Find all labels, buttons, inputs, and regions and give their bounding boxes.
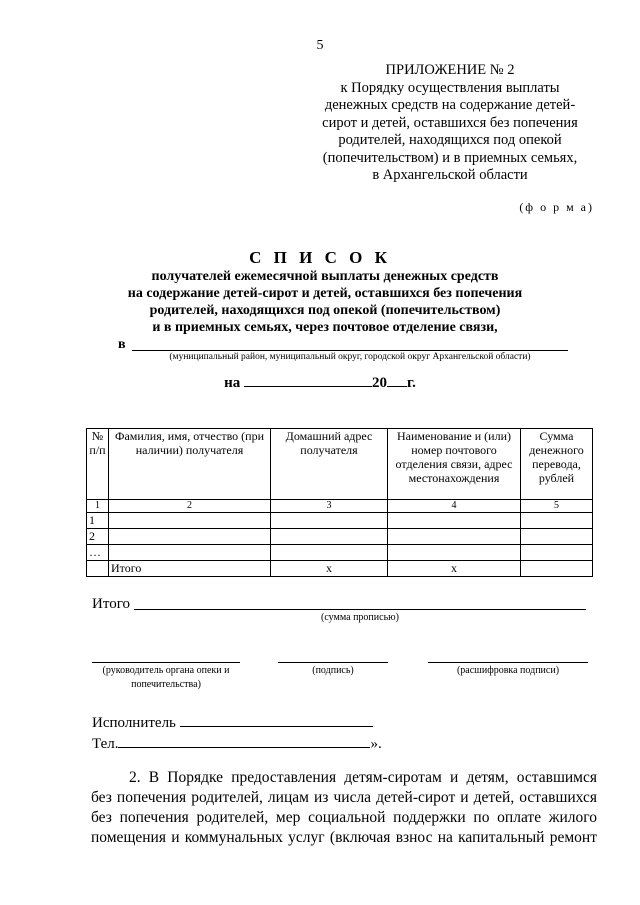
cell-post-office[interactable] bbox=[388, 545, 521, 561]
total-address-x: x bbox=[271, 561, 388, 577]
location-prefix: в bbox=[118, 337, 126, 352]
phone-label: Тел. bbox=[92, 736, 119, 752]
phone-suffix: ». bbox=[370, 736, 382, 752]
signature-caption: (подпись) bbox=[312, 665, 354, 676]
cell-address[interactable] bbox=[271, 513, 388, 529]
table-row bbox=[87, 545, 593, 561]
appendix-header bbox=[300, 62, 600, 185]
paragraph-line: помещения и коммунальных услуг (включая взнос на капитальный ремонт bbox=[91, 829, 597, 846]
column-number: 2 bbox=[109, 500, 271, 513]
page-number: 5 bbox=[316, 38, 324, 53]
total-post-office-x: x bbox=[388, 561, 521, 577]
column-number: 1 bbox=[87, 500, 109, 513]
executor-label: Исполнитель bbox=[92, 715, 176, 731]
cell-amount[interactable] bbox=[521, 529, 593, 545]
row-number: … bbox=[87, 545, 109, 561]
cell-name[interactable] bbox=[109, 529, 271, 545]
signature-blank[interactable] bbox=[278, 662, 388, 663]
column-number: 4 bbox=[388, 500, 521, 513]
table-row bbox=[87, 513, 593, 529]
total-amount[interactable] bbox=[521, 561, 593, 577]
header-number: № п/п bbox=[87, 429, 109, 500]
date-prefix: на bbox=[224, 375, 241, 391]
paragraph-line: 2. В Порядке предоставления детям-сиротам и детям, оставшимся bbox=[129, 769, 597, 786]
header-amount: Сумма денежного перевода, рублей bbox=[521, 429, 593, 500]
form-mark: (ф о р м а) bbox=[519, 200, 594, 214]
cell-address[interactable] bbox=[271, 545, 388, 561]
phone-blank[interactable] bbox=[118, 735, 370, 748]
cell-name[interactable] bbox=[109, 513, 271, 529]
paragraph-line: без попечения родителей, лицам из числа детей-сирот и детей, оставшихся bbox=[91, 789, 597, 806]
head-caption: (руководитель органа опеки и попечительства) bbox=[102, 665, 230, 690]
header-name: Фамилия, имя, отчество (при наличии) получателя bbox=[109, 429, 271, 500]
date-century: 20 bbox=[372, 375, 388, 391]
cell-post-office[interactable] bbox=[388, 529, 521, 545]
executor-blank[interactable] bbox=[180, 714, 373, 727]
total-sum-caption: (сумма прописью) bbox=[321, 612, 399, 623]
column-number: 3 bbox=[271, 500, 388, 513]
header-address: Домашний адрес получателя bbox=[271, 429, 388, 500]
cell-address[interactable] bbox=[271, 529, 388, 545]
body-paragraph bbox=[91, 768, 597, 848]
cell-name[interactable] bbox=[109, 545, 271, 561]
header-post-office: Наименование и (или) номер почтового отделения связи, адрес местонахождения bbox=[388, 429, 521, 500]
table-total-row bbox=[87, 561, 593, 577]
location-caption: (муниципальный район, муниципальный округ, городской округ Архангельской области) bbox=[169, 352, 531, 362]
date-suffix: г. bbox=[407, 375, 416, 391]
date-line bbox=[0, 374, 640, 392]
document-title: С П И С О К bbox=[249, 248, 391, 267]
year-blank[interactable] bbox=[387, 374, 407, 387]
total-number bbox=[87, 561, 109, 577]
cell-amount[interactable] bbox=[521, 545, 593, 561]
appendix-line: сирот и детей, оставшихся без попечения bbox=[322, 114, 578, 131]
decoding-caption: (расшифровка подписи) bbox=[456, 665, 560, 676]
head-signature-blank[interactable] bbox=[92, 662, 240, 663]
decoding-blank[interactable] bbox=[428, 662, 588, 663]
cell-post-office[interactable] bbox=[388, 513, 521, 529]
subtitle-line: родителей, находящихся под опекой (попечительством) bbox=[149, 303, 501, 318]
row-number: 2 bbox=[87, 529, 109, 545]
paragraph-line: без попечения родителей, мер социальной поддержки по оплате жилого bbox=[91, 809, 597, 826]
table-row bbox=[87, 529, 593, 545]
column-numbers-row bbox=[87, 500, 593, 513]
phone-line bbox=[92, 735, 382, 753]
appendix-line: денежных средств на содержание детей- bbox=[324, 97, 576, 113]
total-sum-label: Итого bbox=[92, 596, 130, 612]
appendix-line: к Порядку осуществления выплаты bbox=[340, 79, 560, 96]
appendix-line: родителей, находящихся под опекой bbox=[338, 132, 562, 148]
row-number: 1 bbox=[87, 513, 109, 529]
table-header-row bbox=[87, 429, 593, 500]
appendix-line: ПРИЛОЖЕНИЕ № 2 bbox=[385, 62, 515, 78]
column-number: 5 bbox=[521, 500, 593, 513]
recipients-table bbox=[86, 428, 593, 577]
appendix-line: в Архангельской области bbox=[372, 167, 528, 183]
date-blank[interactable] bbox=[244, 374, 372, 387]
executor-line bbox=[92, 714, 373, 732]
total-label: Итого bbox=[109, 561, 271, 577]
cell-amount[interactable] bbox=[521, 513, 593, 529]
total-sum-blank[interactable] bbox=[134, 609, 586, 610]
document-subtitle bbox=[60, 268, 590, 336]
subtitle-line: на содержание детей-сирот и детей, оставшихся без попечения bbox=[127, 286, 523, 301]
appendix-line: (попечительством) и в приемных семьях, bbox=[322, 149, 578, 166]
subtitle-line: и в приемных семьях, через почтовое отделение связи, bbox=[152, 320, 498, 335]
subtitle-line: получателей ежемесячной выплаты денежных средств bbox=[151, 269, 499, 284]
location-blank[interactable] bbox=[132, 350, 568, 351]
